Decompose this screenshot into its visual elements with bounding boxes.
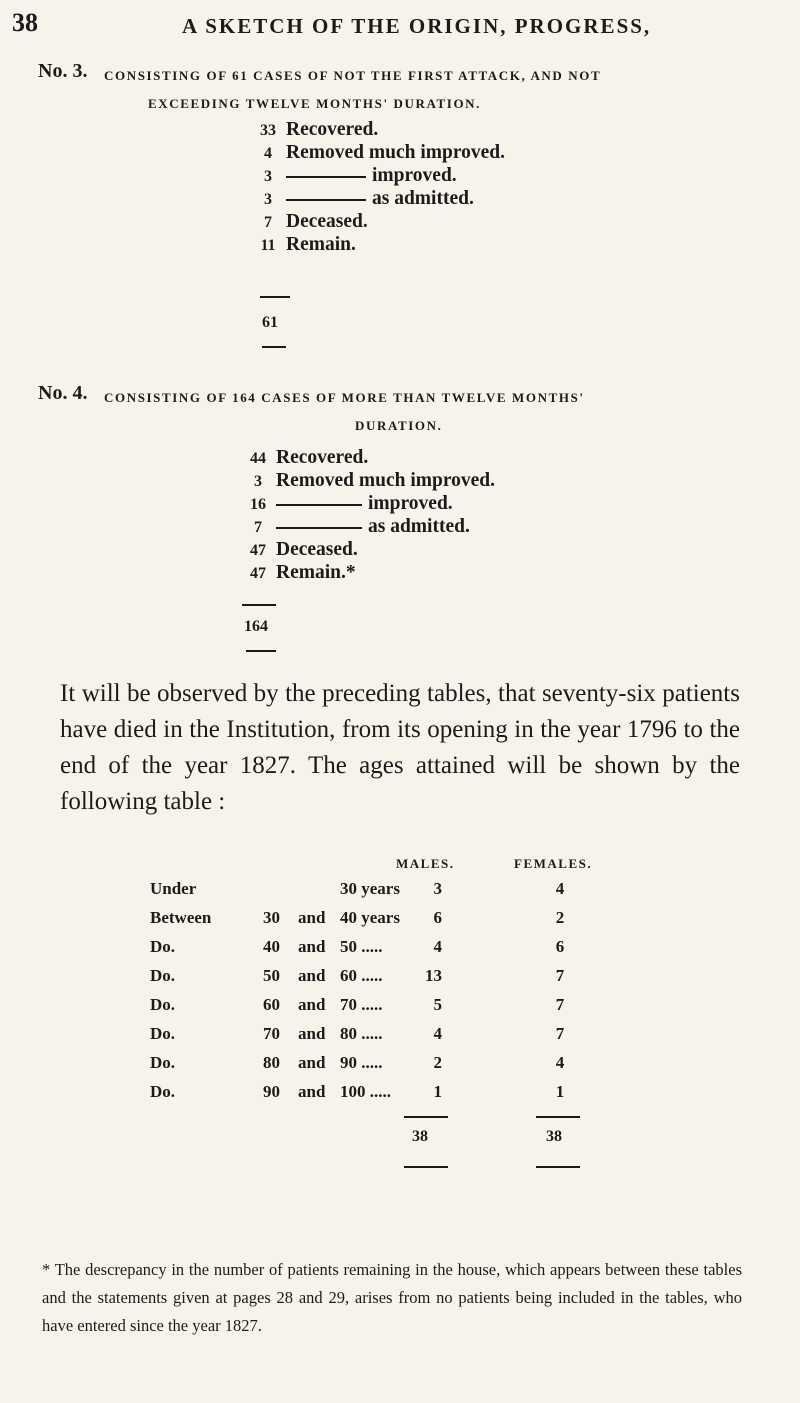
section-4-title-line2: DURATION. [355, 418, 443, 433]
age-upper: 70 ..... [340, 995, 383, 1014]
section-3-total-rule [260, 296, 290, 298]
outcome-count: 47 [250, 565, 266, 582]
outcome-count: 3 [264, 168, 272, 185]
age-and: and [298, 908, 326, 927]
section-3-total: 61 [262, 314, 278, 331]
outcome-row [240, 492, 495, 515]
males-count: 4 [433, 937, 442, 956]
section-4-double-rule [246, 650, 276, 652]
age-range: Do. [150, 937, 176, 956]
age-lower: 60 [263, 995, 280, 1014]
outcome-row [250, 187, 505, 210]
section-4-label: No. 4. [38, 382, 88, 404]
outcome-count: 11 [260, 237, 276, 254]
outcome-count: 47 [250, 542, 266, 559]
females-double-rule [536, 1166, 580, 1168]
age-range: Under [150, 879, 197, 898]
paragraph-text: It will be observed by the preceding tables, that seventy-six patients have died in the Institution, from its opening in the year 1796 to the end of the year 1827. The ages attained will be shown by the following table : [60, 680, 740, 815]
outcome-label: Removed much improved. [276, 470, 496, 491]
outcome-label: Remain.* [276, 562, 356, 583]
age-upper: 60 ..... [340, 966, 383, 985]
males-count: 1 [433, 1082, 442, 1101]
footnote [42, 1256, 742, 1340]
page-number: 38 [12, 8, 38, 37]
ditto-dash [286, 176, 366, 178]
section-3-double-rule [262, 346, 286, 348]
age-upper: 80 ..... [340, 1024, 383, 1043]
males-double-rule [404, 1166, 448, 1168]
females-total: 38 [546, 1128, 562, 1145]
males-count: 2 [433, 1053, 442, 1072]
age-lower: 40 [263, 937, 280, 956]
age-upper: 50 ..... [340, 937, 383, 956]
outcome-count: 7 [254, 519, 262, 536]
outcome-label: Removed much improved. [286, 142, 506, 163]
outcome-row [240, 446, 495, 469]
females-total-rule [536, 1116, 580, 1118]
males-count: 6 [433, 908, 442, 927]
outcome-count: 3 [254, 473, 262, 490]
outcome-row [250, 141, 505, 164]
age-and: and [298, 937, 326, 956]
outcome-label: Recovered. [286, 119, 379, 140]
age-and: and [298, 1024, 326, 1043]
females-count: 7 [555, 1024, 565, 1043]
outcome-count: 7 [264, 214, 272, 231]
females-count: 2 [555, 908, 565, 927]
body-paragraph [60, 676, 740, 820]
age-lower: 90 [263, 1082, 280, 1101]
age-row [0, 1079, 800, 1105]
column-header-females: FEMALES. [514, 856, 593, 871]
outcome-label: Remain. [286, 234, 356, 255]
ditto-dash [276, 504, 362, 506]
females-count: 1 [555, 1082, 565, 1101]
age-row [0, 963, 800, 989]
age-row [0, 992, 800, 1018]
age-lower: 70 [263, 1024, 280, 1043]
age-row [0, 876, 800, 902]
outcome-row [250, 164, 505, 187]
outcome-label: Deceased. [276, 539, 358, 560]
outcome-row [240, 469, 495, 492]
age-upper: 30 years [340, 879, 400, 898]
age-lower: 50 [263, 966, 280, 985]
age-range: Do. [150, 1082, 176, 1101]
outcome-count: 16 [250, 496, 266, 513]
outcome-label: improved. [372, 165, 457, 186]
age-and: and [298, 966, 326, 985]
females-count: 6 [555, 937, 565, 956]
section-4-total: 164 [244, 618, 268, 635]
running-title: A SKETCH OF THE ORIGIN, PROGRESS, [182, 14, 652, 38]
outcome-label: improved. [368, 493, 453, 514]
section-3-title-line2: EXCEEDING TWELVE MONTHS' DURATION. [148, 96, 481, 111]
outcome-count: 33 [260, 122, 276, 139]
outcome-label: Recovered. [276, 447, 369, 468]
section-4-total-rule [242, 604, 276, 606]
age-row [0, 1021, 800, 1047]
age-upper: 100 ..... [340, 1082, 391, 1101]
outcome-count: 3 [264, 191, 272, 208]
age-range: Do. [150, 1053, 176, 1072]
age-and: and [298, 1053, 326, 1072]
outcome-row [240, 515, 495, 538]
ditto-dash [286, 199, 366, 201]
outcome-row [240, 561, 495, 584]
outcome-row [250, 118, 505, 141]
age-lower: 80 [263, 1053, 280, 1072]
age-range: Do. [150, 995, 176, 1014]
outcome-row [250, 233, 505, 256]
females-count: 4 [555, 1053, 565, 1072]
outcome-label: as admitted. [368, 516, 470, 537]
age-and: and [298, 1082, 326, 1101]
age-upper: 40 years [340, 908, 400, 927]
age-row [0, 934, 800, 960]
males-count: 4 [433, 1024, 442, 1043]
age-row [0, 1050, 800, 1076]
age-lower: 30 [263, 908, 280, 927]
males-count: 3 [433, 879, 442, 898]
males-total: 38 [412, 1128, 428, 1145]
outcome-count: 44 [250, 450, 266, 467]
outcome-count: 4 [264, 145, 272, 162]
males-count: 13 [425, 966, 442, 985]
males-count: 5 [433, 995, 442, 1014]
males-total-rule [404, 1116, 448, 1118]
age-row [0, 905, 800, 931]
ditto-dash [276, 527, 362, 529]
females-count: 7 [555, 995, 565, 1014]
age-upper: 90 ..... [340, 1053, 383, 1072]
section-4-outcome-list [240, 446, 495, 584]
age-and: and [298, 995, 326, 1014]
outcome-label: as admitted. [372, 188, 474, 209]
age-range: Between [150, 908, 212, 927]
outcome-label: Deceased. [286, 211, 368, 232]
age-range: Do. [150, 966, 176, 985]
females-count: 7 [555, 966, 565, 985]
section-3-outcome-list [250, 118, 505, 256]
outcome-row [250, 210, 505, 233]
age-range: Do. [150, 1024, 176, 1043]
section-3-title-line1: CONSISTING OF 61 CASES OF NOT THE FIRST ATTACK, AND NOT [104, 68, 602, 83]
females-count: 4 [555, 879, 565, 898]
outcome-row [240, 538, 495, 561]
section-4-title-line1: CONSISTING OF 164 CASES OF MORE THAN TWELVE MONTHS' [104, 390, 585, 405]
column-header-males: MALES. [396, 856, 455, 871]
footnote-text: * The descrepancy in the number of patients remaining in the house, which appears between these tables and the statements given at pages 28 and 29, arises from no patients being included in the tables, who have entered since the year 1827. [42, 1260, 742, 1335]
section-3-label: No. 3. [38, 60, 88, 82]
